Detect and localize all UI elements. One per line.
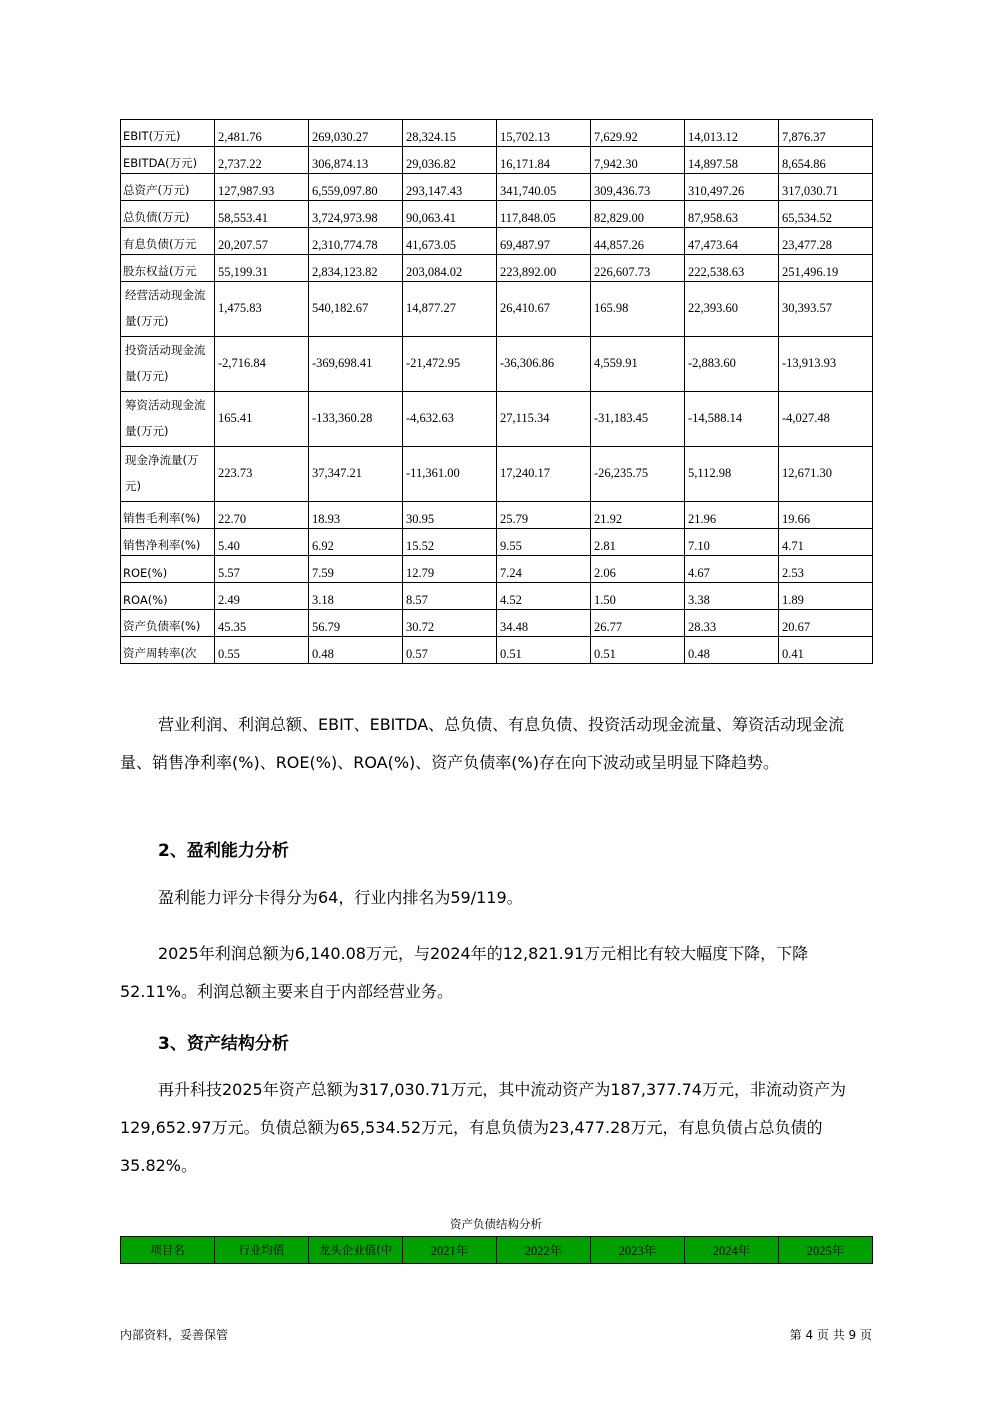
value-cell: 37,347.21 [309, 447, 403, 502]
row-label: 资产周转率(次 [121, 637, 215, 664]
value-cell: -4,027.48 [779, 392, 873, 447]
value-cell: 223,892.00 [497, 255, 591, 282]
header-cell: 2025年 [779, 1237, 873, 1264]
value-cell: 19.66 [779, 502, 873, 529]
row-label: 股东权益(万元 [121, 255, 215, 282]
trend-paragraph: 营业利润、利润总额、EBIT、EBITDA、总负债、有息负债、投资活动现金流量、筹资活动现金流量、销售净利率(%)、ROE(%)、ROA(%)、资产负债率(%)存在向下波动或呈明显下降趋势。 [120, 715, 845, 772]
row-label: ROE(%) [121, 556, 215, 583]
value-cell: 540,182.67 [309, 282, 403, 337]
value-cell: 2.81 [591, 529, 685, 556]
value-cell: 20,207.57 [215, 228, 309, 255]
value-cell: 30.72 [403, 610, 497, 637]
value-cell: 20.67 [779, 610, 873, 637]
value-cell: 2,834,123.82 [309, 255, 403, 282]
header-cell: 2023年 [591, 1237, 685, 1264]
value-cell: 45.35 [215, 610, 309, 637]
row-label: ROA(%) [121, 583, 215, 610]
value-cell: 17,240.17 [497, 447, 591, 502]
value-cell: 4.52 [497, 583, 591, 610]
value-cell: 3.38 [685, 583, 779, 610]
profit-score-paragraph: 盈利能力评分卡得分为64，行业内排名为59/119。 [158, 888, 523, 907]
row-label: 总负债(万元) [121, 201, 215, 228]
value-cell: 0.55 [215, 637, 309, 664]
value-cell: 26,410.67 [497, 282, 591, 337]
table-row [121, 583, 873, 610]
footer-page-number: 第 4 页 共 9 页 [789, 1328, 872, 1342]
value-cell: 2.06 [591, 556, 685, 583]
value-cell: 7.59 [309, 556, 403, 583]
value-cell: 12,671.30 [779, 447, 873, 502]
value-cell: 41,673.05 [403, 228, 497, 255]
value-cell: 7.10 [685, 529, 779, 556]
value-cell: 14,877.27 [403, 282, 497, 337]
value-cell: 18.93 [309, 502, 403, 529]
table-row [121, 447, 873, 502]
table-row [121, 529, 873, 556]
structure-table-caption: 资产负债结构分析 [450, 1217, 542, 1231]
table-row [121, 282, 873, 337]
value-cell: 12.79 [403, 556, 497, 583]
value-cell: 7,629.92 [591, 120, 685, 147]
value-cell: 6.92 [309, 529, 403, 556]
value-cell: -4,632.63 [403, 392, 497, 447]
value-cell: 293,147.43 [403, 174, 497, 201]
table-row [121, 255, 873, 282]
value-cell: 58,553.41 [215, 201, 309, 228]
value-cell: 117,848.05 [497, 201, 591, 228]
value-cell: 4.67 [685, 556, 779, 583]
value-cell: 87,958.63 [685, 201, 779, 228]
structure-table-header-row [121, 1237, 873, 1264]
value-cell: -36,306.86 [497, 337, 591, 392]
value-cell: 22,393.60 [685, 282, 779, 337]
value-cell: 0.48 [309, 637, 403, 664]
value-cell: 0.41 [779, 637, 873, 664]
header-cell: 2022年 [497, 1237, 591, 1264]
value-cell: 0.51 [497, 637, 591, 664]
value-cell: -2,716.84 [215, 337, 309, 392]
row-label: 经营活动现金流量(万元) [121, 282, 215, 337]
value-cell: 222,538.63 [685, 255, 779, 282]
value-cell: 2,737.22 [215, 147, 309, 174]
value-cell: 9.55 [497, 529, 591, 556]
value-cell: 2,310,774.78 [309, 228, 403, 255]
value-cell: 22.70 [215, 502, 309, 529]
asset-liability-structure-table [120, 1236, 873, 1264]
value-cell: 341,740.05 [497, 174, 591, 201]
table-row [121, 120, 873, 147]
section-heading-asset-structure: 3、资产结构分析 [158, 1034, 289, 1054]
value-cell: 15,702.13 [497, 120, 591, 147]
value-cell: 4,559.91 [591, 337, 685, 392]
value-cell: 69,487.97 [497, 228, 591, 255]
row-label: 销售毛利率(%) [121, 502, 215, 529]
value-cell: 8,654.86 [779, 147, 873, 174]
row-label: 有息负债(万元 [121, 228, 215, 255]
value-cell: 1,475.83 [215, 282, 309, 337]
table-row [121, 556, 873, 583]
row-label: 销售净利率(%) [121, 529, 215, 556]
value-cell: 21.92 [591, 502, 685, 529]
value-cell: 55,199.31 [215, 255, 309, 282]
value-cell: 0.51 [591, 637, 685, 664]
value-cell: 82,829.00 [591, 201, 685, 228]
value-cell: 306,874.13 [309, 147, 403, 174]
table-row [121, 337, 873, 392]
value-cell: 5,112.98 [685, 447, 779, 502]
row-label: EBITDA(万元) [121, 147, 215, 174]
value-cell: -26,235.75 [591, 447, 685, 502]
financial-indicator-table [120, 119, 873, 664]
value-cell: 317,030.71 [779, 174, 873, 201]
value-cell: 1.89 [779, 583, 873, 610]
table-row [121, 174, 873, 201]
table-row [121, 637, 873, 664]
value-cell: 23,477.28 [779, 228, 873, 255]
header-cell: 2021年 [403, 1237, 497, 1264]
value-cell: 14,897.58 [685, 147, 779, 174]
value-cell: 2.53 [779, 556, 873, 583]
footer-confidential: 内部资料，妥善保管 [120, 1328, 229, 1342]
row-label: EBIT(万元) [121, 120, 215, 147]
value-cell: 8.57 [403, 583, 497, 610]
value-cell: 16,171.84 [497, 147, 591, 174]
header-cell: 项目名 [121, 1237, 215, 1264]
value-cell: 3.18 [309, 583, 403, 610]
value-cell: 15.52 [403, 529, 497, 556]
value-cell: 6,559,097.80 [309, 174, 403, 201]
table-row [121, 392, 873, 447]
value-cell: 223.73 [215, 447, 309, 502]
value-cell: -13,913.93 [779, 337, 873, 392]
section-heading-profitability: 2、盈利能力分析 [158, 841, 289, 861]
value-cell: 7,876.37 [779, 120, 873, 147]
row-label: 现金净流量(万元) [121, 447, 215, 502]
value-cell: 251,496.19 [779, 255, 873, 282]
value-cell: -14,588.14 [685, 392, 779, 447]
row-label: 总资产(万元) [121, 174, 215, 201]
value-cell: 5.57 [215, 556, 309, 583]
table-row [121, 228, 873, 255]
value-cell: 26.77 [591, 610, 685, 637]
table-row [121, 502, 873, 529]
value-cell: 269,030.27 [309, 120, 403, 147]
value-cell: 4.71 [779, 529, 873, 556]
value-cell: 34.48 [497, 610, 591, 637]
value-cell: -369,698.41 [309, 337, 403, 392]
value-cell: 203,084.02 [403, 255, 497, 282]
value-cell: -133,360.28 [309, 392, 403, 447]
value-cell: 5.40 [215, 529, 309, 556]
value-cell: 3,724,973.98 [309, 201, 403, 228]
value-cell: 2.49 [215, 583, 309, 610]
value-cell: -11,361.00 [403, 447, 497, 502]
table-row [121, 201, 873, 228]
value-cell: 65,534.52 [779, 201, 873, 228]
asset-detail-paragraph: 再升科技2025年资产总额为317,030.71万元，其中流动资产为187,377.74万元，非流动资产为129,652.97万元。负债总额为65,534.52万元，有息负债为23,477.28万元，有息负债占总负债的35.82%。 [120, 1080, 846, 1175]
value-cell: 29,036.82 [403, 147, 497, 174]
value-cell: 1.50 [591, 583, 685, 610]
value-cell: 47,473.64 [685, 228, 779, 255]
value-cell: 309,436.73 [591, 174, 685, 201]
value-cell: 2,481.76 [215, 120, 309, 147]
header-cell: 行业均值 [215, 1237, 309, 1264]
row-label: 投资活动现金流量(万元) [121, 337, 215, 392]
value-cell: 165.41 [215, 392, 309, 447]
value-cell: 7.24 [497, 556, 591, 583]
value-cell: -21,472.95 [403, 337, 497, 392]
value-cell: 127,987.93 [215, 174, 309, 201]
value-cell: 90,063.41 [403, 201, 497, 228]
value-cell: 21.96 [685, 502, 779, 529]
profit-detail-paragraph: 2025年利润总额为6,140.08万元，与2024年的12,821.91万元相比有较大幅度下降，下降52.11%。利润总额主要来自于内部经营业务。 [120, 944, 809, 1001]
value-cell: 25.79 [497, 502, 591, 529]
value-cell: 56.79 [309, 610, 403, 637]
row-label: 筹资活动现金流量(万元) [121, 392, 215, 447]
value-cell: 7,942.30 [591, 147, 685, 174]
value-cell: 28,324.15 [403, 120, 497, 147]
value-cell: 0.48 [685, 637, 779, 664]
value-cell: 0.57 [403, 637, 497, 664]
header-cell: 2024年 [685, 1237, 779, 1264]
value-cell: -2,883.60 [685, 337, 779, 392]
value-cell: 44,857.26 [591, 228, 685, 255]
row-label: 资产负债率(%) [121, 610, 215, 637]
value-cell: 14,013.12 [685, 120, 779, 147]
value-cell: 165.98 [591, 282, 685, 337]
table-row [121, 147, 873, 174]
value-cell: -31,183.45 [591, 392, 685, 447]
value-cell: 30.95 [403, 502, 497, 529]
value-cell: 226,607.73 [591, 255, 685, 282]
value-cell: 27,115.34 [497, 392, 591, 447]
value-cell: 28.33 [685, 610, 779, 637]
value-cell: 30,393.57 [779, 282, 873, 337]
header-cell: 龙头企业值(中 [309, 1237, 403, 1264]
table-row [121, 610, 873, 637]
value-cell: 310,497.26 [685, 174, 779, 201]
